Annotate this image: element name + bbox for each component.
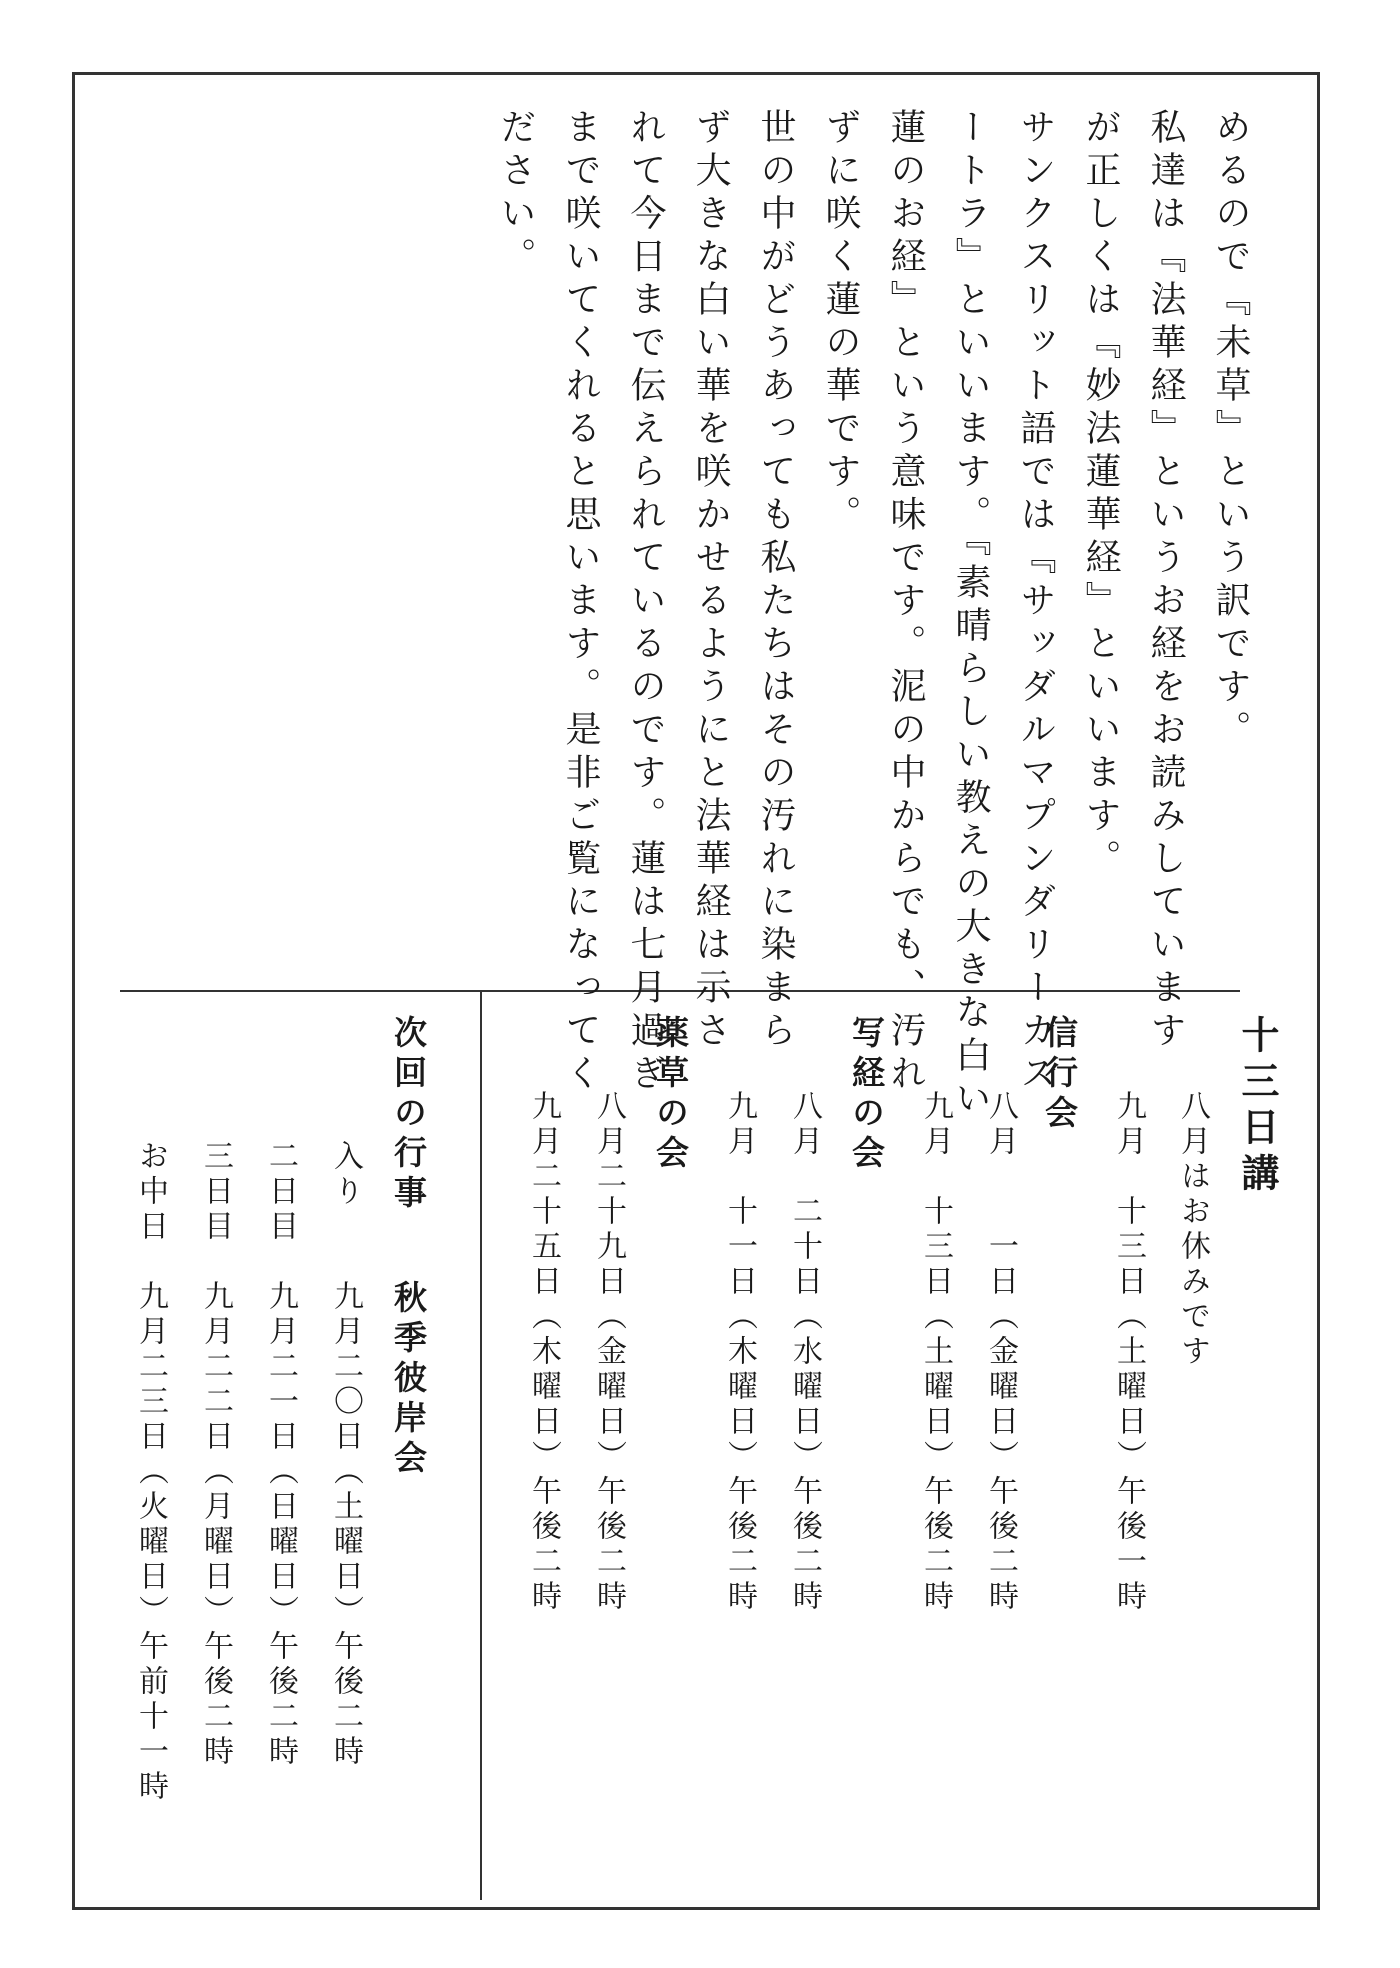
passage-line-3: が正しくは『妙法蓮華経』といいます。 <box>1080 108 1121 882</box>
passage-line-12: ださい。 <box>495 108 536 280</box>
shingyo-kai-entry-2: 九月 十三日（土曜日）午後二時 <box>918 1090 953 1615</box>
yakuso-kai-title: 薬草の会 <box>651 1015 690 1175</box>
passage-line-8: 世の中がどうあっても私たちはその汚れに染まら <box>755 108 796 1054</box>
jusanichi-ko-title: 十三日講 <box>1235 1015 1280 1199</box>
next-event-entry-3: 三日目 九月二二日（月曜日）午後二時 <box>198 1140 233 1770</box>
passage-line-4: サンクスリット語では『サッダルマプンダリーカス <box>1015 108 1056 1097</box>
shakyo-kai-title: 写経の会 <box>847 1015 886 1175</box>
horizontal-divider <box>120 990 1240 992</box>
next-event-title: 次回の行事 <box>389 1015 428 1215</box>
next-event-entry-1: 入り 九月二〇日（土曜日）午後二時 <box>328 1140 363 1770</box>
yakuso-kai-entry-1: 八月二十九日（金曜日）午後二時 <box>591 1090 626 1615</box>
jusanichi-ko-note: 八月はお休みです <box>1175 1090 1210 1370</box>
passage-line-11: まで咲いてくれると思います。是非ご覧になってく <box>560 108 601 1097</box>
passage-line-6: 蓮のお経』という意味です。泥の中からでも、汚れ <box>885 108 926 1097</box>
jusanichi-ko-entry-1: 九月 十三日（土曜日）午後一時 <box>1111 1090 1146 1615</box>
passage-line-9: ず大きな白い華を咲かせるようにと法華経は示さ <box>690 108 731 1054</box>
vertical-divider <box>480 990 482 1900</box>
shakyo-kai-entry-2: 九月 十一日（木曜日）午後二時 <box>722 1090 757 1615</box>
passage-line-1: めるので『未草』という訳です。 <box>1210 108 1251 753</box>
passage-line-7: ずに咲く蓮の華です。 <box>820 108 861 538</box>
passage-line-10: れて今日まで伝えられているのです。蓮は七月過ぎ <box>625 108 666 1097</box>
next-event-entry-4: お中日 九月二三日（火曜日）午前十一時 <box>133 1140 168 1805</box>
shingyo-kai-entry-1: 八月 一日（金曜日）午後二時 <box>983 1090 1018 1615</box>
next-event-name: 秋季彼岸会 <box>389 1280 428 1480</box>
shingyo-kai-title: 信行会 <box>1040 1015 1079 1135</box>
yakuso-kai-entry-2: 九月二十五日（木曜日）午後二時 <box>526 1090 561 1615</box>
shakyo-kai-entry-1: 八月 二十日（水曜日）午後二時 <box>787 1090 822 1615</box>
next-event-entry-2: 二日目 九月二一日（日曜日）午後二時 <box>263 1140 298 1770</box>
passage-line-2: 私達は『法華経』というお経をお読みしています <box>1145 108 1186 1054</box>
passage-line-5: ートラ』といいます。『素晴らしい教えの大きな白い <box>950 108 991 1122</box>
